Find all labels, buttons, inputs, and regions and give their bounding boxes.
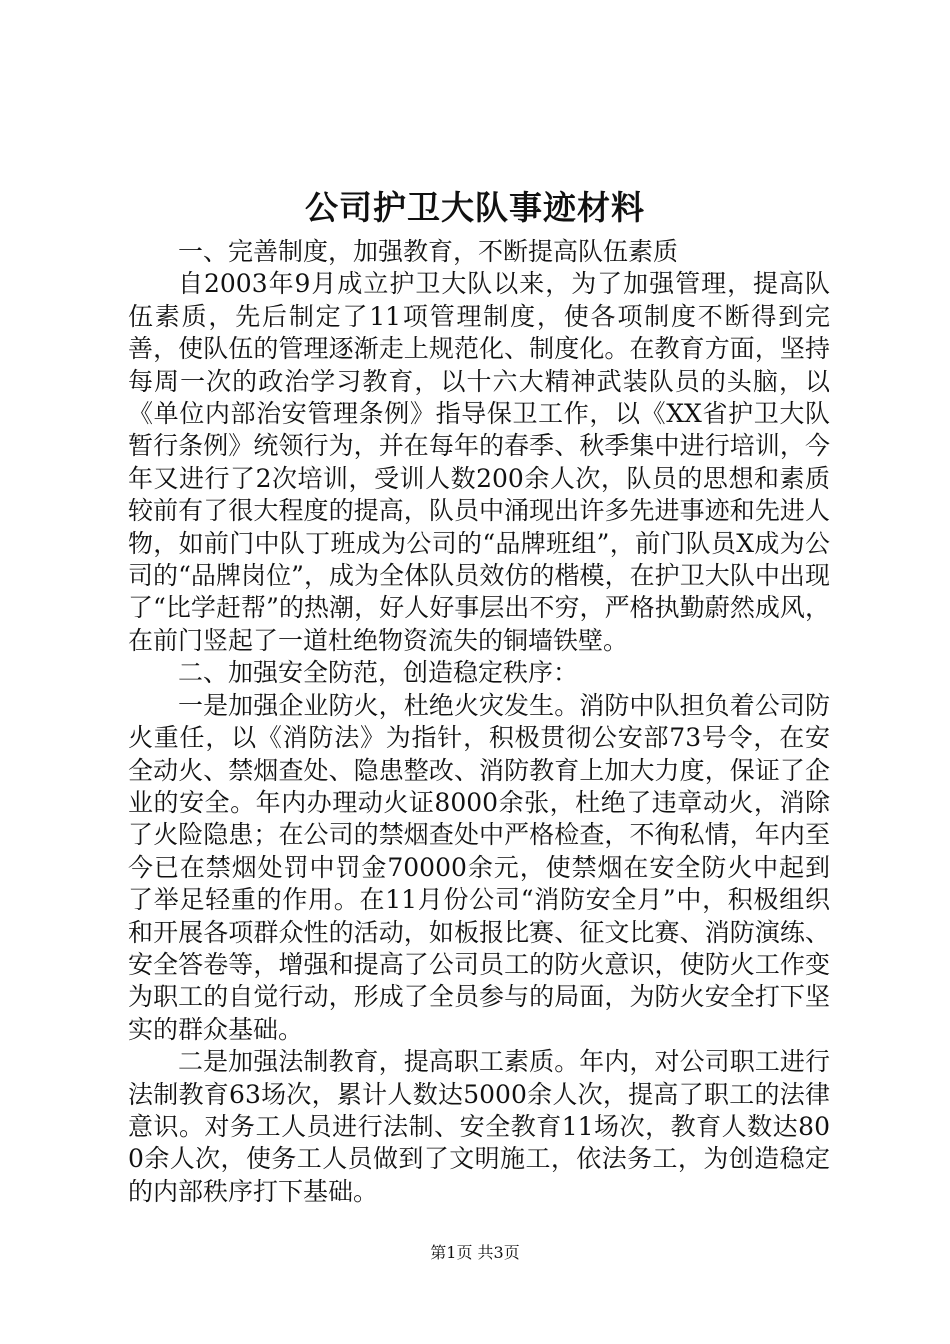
section-heading-2: 二、加强安全防范，创造稳定秩序：: [178, 658, 579, 688]
document-body: [128, 236, 830, 1208]
section-heading-1: 一、完善制度，加强教育，不断提高队伍素质: [178, 237, 679, 266]
paragraph-1: 自2003年9月成立护卫大队以来，为了加强管理，提高队伍素质，先后制定了11项管理制度，使各项制度不断得到完善，使队伍的管理逐渐走上规范化、制度化。在教育方面，坚持每周一次的政治学习教育，以十六大精神武装队员的头脑，以《单位内部治安管理条例》指导保卫工作，以《XX省护卫大队暂行条例》统领行为，并在每年的春季、秋季集中进行培训，今年又进行了2次培训，受训人数200余人次，队员的思想和素质较前有了很大程度的提高，队员中涌现出许多先进事迹和先进人物，如前门中队丁班成为公司的“品牌班组”，前门队员X成为公司的“品牌岗位”，成为全体队员效仿的楷模，在护卫大队中出现了“比学赶帮”的热潮，好人好事层出不穷，严格执勤蔚然成风，在前门竖起了一道杜绝物资流失的铜墙铁壁。: [128, 269, 830, 655]
paragraph-2: 一是加强企业防火，杜绝火灾发生。消防中队担负着公司防火重任，以《消防法》为指针，积极贯彻公安部73号令，在安全动火、禁烟查处、隐患整改、消防教育上加大力度，保证了企业的安全。年内办理动火证8000余张，杜绝了违章动火，消除了火险隐患；在公司的禁烟查处中严格检查，不徇私情，年内至今已在禁烟处罚中罚金70000余元，使禁烟在安全防火中起到了举足轻重的作用。在11月份公司“消防安全月”中，积极组织和开展各项群众性的活动，如板报比赛、征文比赛、消防演练、安全答卷等，增强和提高了公司员工的防火意识，使防火工作变为职工的自觉行动，形成了全员参与的局面，为防火安全打下坚实的群众基础。: [128, 690, 830, 1044]
paragraph-3: 二是加强法制教育，提高职工素质。年内，对公司职工进行法制教育63场次，累计人数达5000余人次，提高了职工的法律意识。对务工人员进行法制、安全教育11场次，教育人数达800余人次，使务工人员做到了文明施工，依法务工，为创造稳定的内部秩序打下基础。: [128, 1047, 830, 1206]
document-title: 公司护卫大队事迹材料: [305, 188, 645, 227]
page-footer: 第1页 共3页: [430, 1243, 520, 1262]
